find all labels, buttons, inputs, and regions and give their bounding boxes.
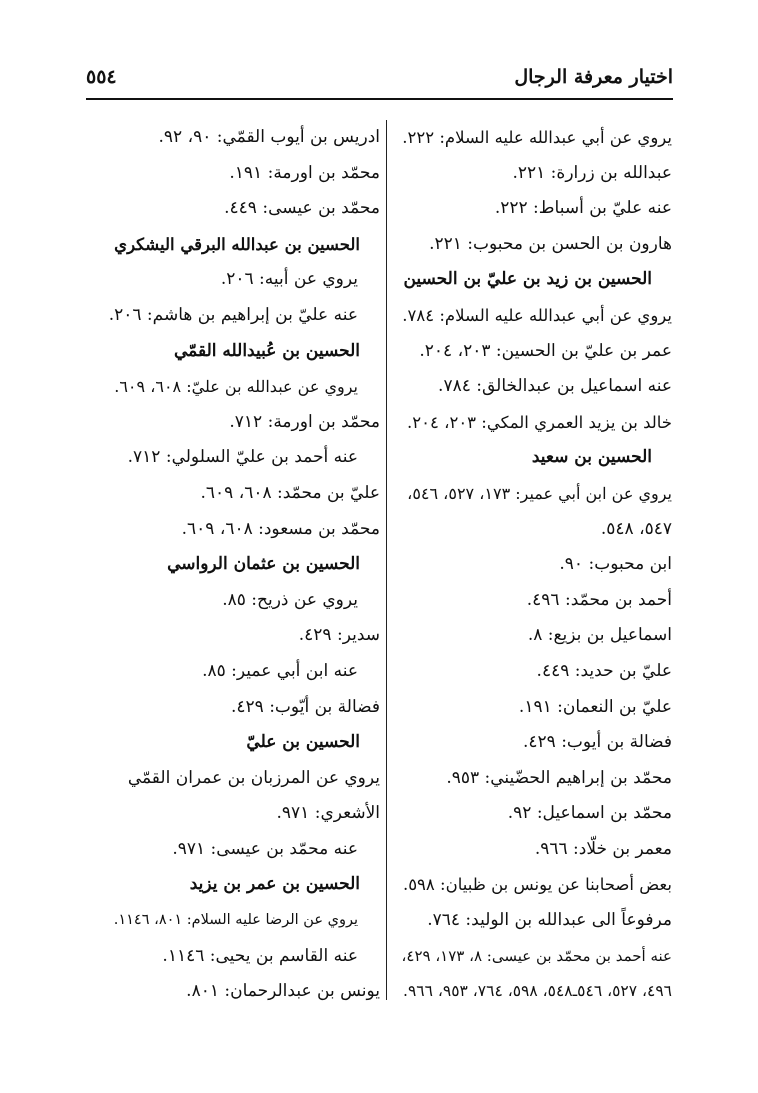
index-entry: اسماعيل بن بزيع: ٨.	[527, 625, 672, 646]
index-entry: ٥٤٧، ٥٤٨.	[600, 518, 672, 539]
index-entry: يروي عن المرزبان بن عمران القمّي	[127, 767, 380, 788]
index-entry: فضالة بن أيّوب: ٤٢٩.	[230, 696, 380, 717]
index-heading: الحسين بن عُبيدالله القمّي	[173, 340, 360, 361]
index-entry: مرفوعاً الى عبدالله بن الوليد: ٧٦٤.	[427, 910, 672, 931]
index-entry: عنه القاسم بن يحيى: ١١٤٦.	[162, 945, 358, 966]
index-entry: عمر بن عليّ بن الحسين: ٢٠٣، ٢٠٤.	[419, 340, 672, 361]
index-entry: عنه عليّ بن إبراهيم بن هاشم: ٢٠٦.	[108, 304, 358, 325]
index-heading: الحسين بن عثمان الرواسي	[167, 554, 360, 575]
header-rule	[86, 98, 673, 100]
index-heading: الحسين بن عمر بن يزيد	[189, 874, 360, 895]
index-entry: عليّ بن النعمان: ١٩١.	[518, 696, 672, 717]
index-entry: يروي عن ذريح: ٨٥.	[222, 589, 358, 610]
index-entry: يروي عن أبيه: ٢٠٦.	[220, 269, 358, 290]
index-heading: الحسين بن عليّ	[246, 732, 360, 753]
index-entry: يروي عن عبدالله بن عليّ: ٦٠٨، ٦٠٩.	[114, 377, 358, 397]
page-header	[86, 64, 673, 100]
index-heading: الحسين بن عبدالله البرقي اليشكري	[114, 234, 360, 254]
index-entry: خالد بن يزيد العمري المكي: ٢٠٣، ٢٠٤.	[407, 412, 672, 432]
index-entry: محمّد بن اسماعيل: ٩٢.	[507, 803, 672, 824]
index-entry: أحمد بن محمّد: ٤٩٦.	[526, 589, 672, 610]
index-entry: محمّد بن مسعود: ٦٠٨، ٦٠٩.	[181, 518, 380, 539]
index-entry: يروي عن ابن أبي عمير: ١٧٣، ٥٢٧، ٥٤٦،	[407, 483, 672, 503]
page-number: ٥٥٤	[86, 66, 117, 88]
index-entry: بعض أصحابنا عن يونس بن ظبيان: ٥٩٨.	[402, 875, 672, 895]
index-entry: يونس بن عبدالرحمان: ٨٠١.	[186, 981, 380, 1002]
index-entry: يروي عن أبي عبدالله عليه السلام: ٧٨٤.	[402, 305, 672, 325]
index-entry: فضالة بن أيوب: ٤٢٩.	[522, 732, 672, 753]
index-heading: الحسين بن سعيد	[531, 447, 652, 468]
book-title: اختيار معرفة الرجال	[514, 66, 673, 88]
index-entry: ابن محبوب: ٩٠.	[559, 554, 672, 575]
index-entry: يروي عن أبي عبدالله عليه السلام: ٢٢٢.	[402, 128, 672, 147]
index-entry: عليّ بن حديد: ٤٤٩.	[536, 660, 672, 681]
index-entry: عليّ بن محمّد: ٦٠٨، ٦٠٩.	[200, 482, 380, 503]
index-entry: عنه اسماعيل بن عبدالخالق: ٧٨٤.	[438, 376, 672, 397]
index-entry: ادريس بن أيوب القمّي: ٩٠، ٩٢.	[158, 127, 380, 147]
index-entry: عنه أحمد بن عليّ السلولي: ٧١٢.	[127, 447, 358, 468]
index-entry: محمّد بن اورمة: ٧١٢.	[229, 411, 380, 432]
index-entry: عنه عليّ بن أسباط: ٢٢٢.	[494, 198, 672, 219]
index-entry: عبدالله بن زرارة: ٢٢١.	[512, 162, 672, 183]
index-entry: هارون بن الحسن بن محبوب: ٢٢١.	[429, 233, 672, 254]
left-column	[110, 120, 380, 1010]
right-column	[402, 120, 672, 1010]
index-entry: يروي عن الرضا عليه السلام: ٨٠١، ١١٤٦.	[113, 912, 358, 929]
index-entry: محمّد بن اورمة: ١٩١.	[229, 162, 380, 183]
index-entry: ٤٩٦، ٥٢٧، ٥٤٦ـ٥٤٨، ٥٩٨، ٧٦٤، ٩٥٣، ٩٦٦.	[403, 982, 672, 1001]
index-entry: معمر بن خلّاد: ٩٦٦.	[534, 838, 672, 859]
index-entry: عنه أحمد بن محمّد بن عيسى: ٨، ١٧٣، ٤٢٩،	[401, 946, 672, 965]
index-entry: محمّد بن عيسى: ٤٤٩.	[224, 198, 380, 219]
index-entry: عنه ابن أبي عمير: ٨٥.	[202, 660, 358, 681]
index-entry: عنه محمّد بن عيسى: ٩٧١.	[172, 838, 358, 859]
index-entry: الأشعري: ٩٧١.	[276, 803, 380, 824]
index-entry: سدير: ٤٢٩.	[298, 625, 380, 646]
column-divider	[386, 120, 387, 1000]
index-heading: الحسين بن زيد بن عليّ بن الحسين	[403, 269, 652, 290]
index-entry: محمّد بن إبراهيم الحضّيني: ٩٥٣.	[446, 767, 672, 788]
